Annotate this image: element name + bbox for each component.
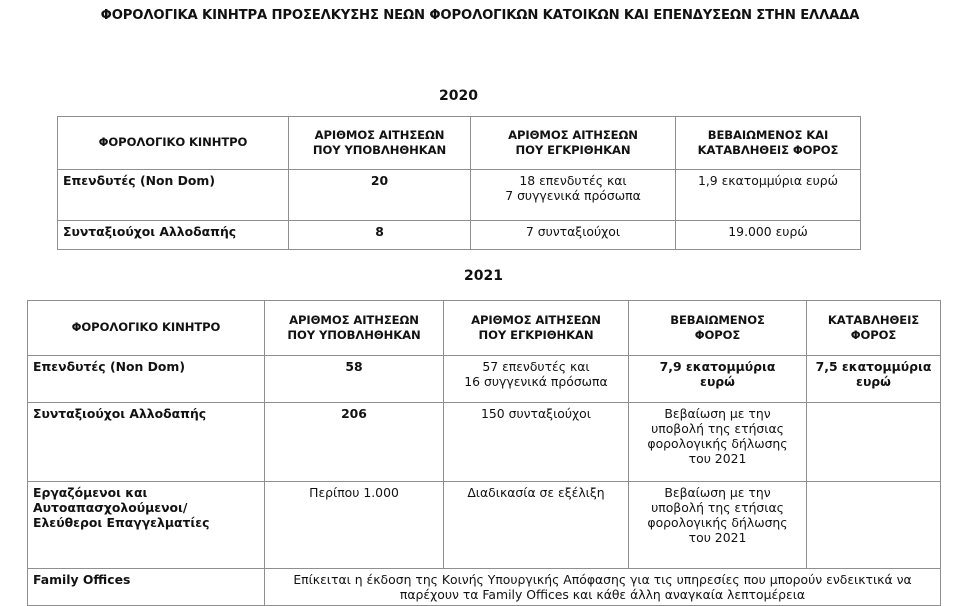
cell-incentive: Επενδυτές (Non Dom) — [58, 170, 289, 221]
cell-approved — [444, 356, 629, 403]
header-line: ΒΕΒΑΙΩΜΕΝΟΣ — [670, 312, 765, 327]
cell-incentive — [28, 482, 265, 569]
cell-line: Ελεύθεροι Επαγγελματίες — [33, 515, 210, 531]
header-line: ΠΟΥ ΥΠΟΒΛΗΘΗΚΑΝ — [287, 328, 421, 342]
header-line: ΦΟΡΟΣ — [850, 328, 897, 342]
cell-line: Εργαζόμενοι και — [33, 485, 148, 500]
header-line: ΑΡΙΘΜΟΣ ΑΙΤΗΣΕΩΝ — [289, 312, 419, 327]
cell-line: ευρώ — [700, 374, 735, 390]
cell-line: 57 επενδυτές και — [482, 359, 590, 374]
cell-line: φορολογικής δήλωσης — [647, 436, 788, 452]
table-2020-header-incentive — [58, 117, 289, 170]
header-line: ΦΟΡΟΣ — [694, 328, 741, 342]
table-2021-header-assessed — [629, 301, 807, 356]
cell-incentive — [28, 403, 265, 482]
cell-line: παρέχουν τα Family Offices και κάθε άλλη αναγκαία λεπτομέρεια — [399, 587, 806, 603]
cell-line: Συνταξιούχοι Αλλοδαπής — [33, 406, 207, 421]
table-2020 — [57, 116, 861, 250]
page-title: ΦΟΡΟΛΟΓΙΚΑ ΚΙΝΗΤΡΑ ΠΡΟΣΕΛΚΥΣΗΣ ΝΕΩΝ ΦΟΡΟΛΟΓΙΚΩΝ ΚΑΤΟΙΚΩΝ ΚΑΙ ΕΠΕΝΔΥΣΕΩΝ ΣΤΗΝ ΕΛΛΑΔΑ — [100, 8, 860, 23]
cell-approved — [471, 221, 676, 250]
cell-assessed — [629, 356, 807, 403]
cell-submitted: Περίπου 1.000 — [265, 482, 444, 569]
table-2021-header-row — [28, 301, 941, 356]
cell-line: ευρώ — [856, 374, 891, 390]
cell-line: 7 συγγενικά πρόσωπα — [505, 188, 641, 204]
cell-line: του 2021 — [688, 530, 747, 546]
table-row — [58, 170, 861, 221]
table-2021-header-paid — [807, 301, 941, 356]
cell-approved — [471, 170, 676, 221]
cell-line: Family Offices — [33, 572, 131, 587]
table-2021 — [27, 300, 941, 606]
cell-line: Διαδικασία σε εξέλιξη — [467, 485, 605, 500]
cell-submitted: 58 — [265, 356, 444, 403]
header-line: ΑΡΙΘΜΟΣ ΑΙΤΗΣΕΩΝ — [508, 127, 638, 142]
table-2021-header-approved — [444, 301, 629, 356]
cell-line: 19.000 ευρώ — [728, 224, 808, 239]
header-line: ΠΟΥ ΥΠΟΒΛΗΘΗΚΑΝ — [312, 143, 447, 157]
header-line: ΑΡΙΘΜΟΣ ΑΙΤΗΣΕΩΝ — [314, 127, 445, 142]
table-row — [28, 482, 941, 569]
cell-line: 150 συνταξιούχοι — [481, 406, 591, 421]
table-row — [28, 356, 941, 403]
header-line: ΑΡΙΘΜΟΣ ΑΙΤΗΣΕΩΝ — [471, 312, 601, 327]
table-2020-header-tax — [676, 117, 861, 170]
cell-line: φορολογικής δήλωσης — [647, 515, 788, 531]
table-row — [28, 403, 941, 482]
cell-family-offices-note — [265, 569, 941, 606]
cell-assessed — [629, 403, 807, 482]
cell-approved — [444, 403, 629, 482]
table-2020-header-submitted — [289, 117, 471, 170]
header-line: ΠΟΥ ΕΓΚΡΙΘΗΚΑΝ — [478, 328, 594, 342]
cell-line: Αυτοαπασχολούμενοι/ — [33, 500, 188, 516]
cell-line: του 2021 — [688, 451, 747, 467]
cell-submitted: 20 — [289, 170, 471, 221]
cell-line: υποβολή της ετήσιας — [651, 421, 784, 437]
cell-line: Βεβαίωση με την — [664, 485, 771, 500]
cell-line: 16 συγγενικά πρόσωπα — [464, 374, 608, 390]
year-caption-2020: 2020 — [439, 88, 478, 104]
cell-paid — [807, 482, 941, 569]
cell-line: 7,5 εκατομμύρια — [815, 359, 932, 374]
cell-paid — [807, 403, 941, 482]
cell-tax — [676, 170, 861, 221]
table-2021-header-incentive — [28, 301, 265, 356]
header-line: ΚΑΤΑΒΛΗΘΕΙΣ ΦΟΡΟΣ — [697, 143, 839, 157]
cell-submitted: 8 — [289, 221, 471, 250]
cell-submitted: 206 — [265, 403, 444, 482]
cell-approved — [444, 482, 629, 569]
cell-line: Επίκειται η έκδοση της Κοινής Υπουργικής Απόφασης για τις υπηρεσίες που μπορούν ενδεικτικά να — [293, 572, 912, 587]
header-line: ΦΟΡΟΛΟΓΙΚΟ ΚΙΝΗΤΡΟ — [98, 135, 248, 150]
cell-tax — [676, 221, 861, 250]
cell-incentive — [28, 356, 265, 403]
cell-line: 7 συνταξιούχοι — [525, 224, 621, 239]
cell-line: 7,9 εκατομμύρια — [659, 359, 776, 374]
cell-line: 18 επενδυτές και — [519, 173, 627, 188]
table-row — [58, 221, 861, 250]
table-2021-header-submitted — [265, 301, 444, 356]
table-row — [28, 569, 941, 606]
header-line: ΒΕΒΑΙΩΜΕΝΟΣ ΚΑΙ — [707, 127, 829, 142]
cell-incentive — [28, 569, 265, 606]
cell-line: υποβολή της ετήσιας — [651, 500, 784, 516]
header-line: ΦΟΡΟΛΟΓΙΚΟ ΚΙΝΗΤΡΟ — [71, 320, 221, 335]
year-caption-2021: 2021 — [464, 268, 503, 284]
cell-line: 1,9 εκατομμύρια ευρώ — [697, 173, 839, 188]
cell-incentive: Συνταξιούχοι Αλλοδαπής — [58, 221, 289, 250]
cell-assessed — [629, 482, 807, 569]
table-2020-header-row — [58, 117, 861, 170]
cell-line: Επενδυτές (Non Dom) — [33, 359, 185, 374]
cell-line: Βεβαίωση με την — [664, 406, 771, 421]
header-line: ΚΑΤΑΒΛΗΘΕΙΣ — [827, 312, 920, 327]
header-line: ΠΟΥ ΕΓΚΡΙΘΗΚΑΝ — [515, 143, 631, 157]
table-2020-header-approved — [471, 117, 676, 170]
cell-paid — [807, 356, 941, 403]
